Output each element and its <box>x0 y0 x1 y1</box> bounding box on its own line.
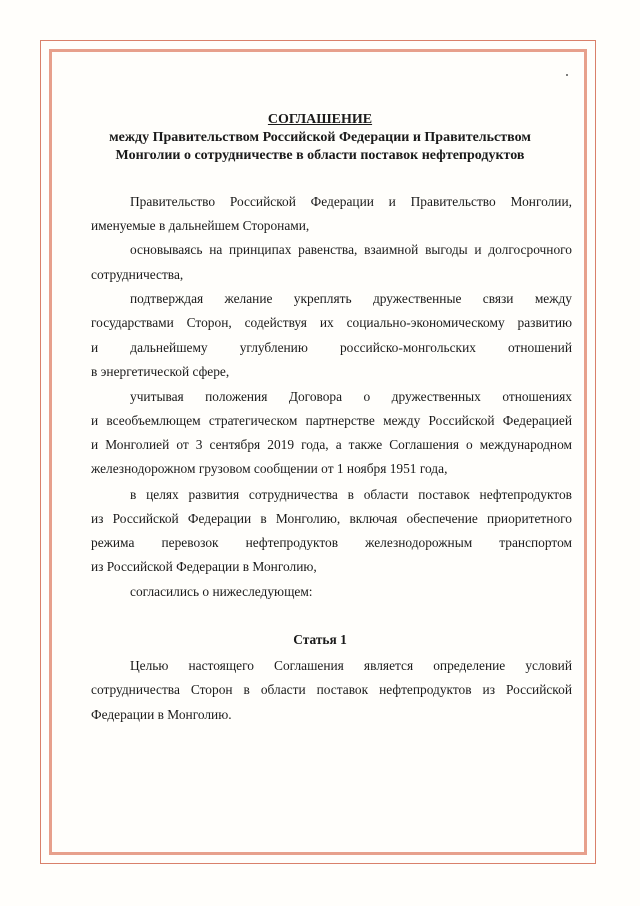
preamble-line: и дальнейшему углублению российско-монгольских отношений <box>91 340 572 355</box>
preamble-line: и всеобъемлющем стратегическом партнерстве между Российской Федерацией <box>91 413 572 428</box>
preamble-line: государствами Сторон, содействуя их социально-экономическому развитию <box>91 315 572 330</box>
preamble-line: в энергетической сфере, <box>91 364 230 379</box>
preamble-line: основываясь на принципах равенства, взаимной выгоды и долгосрочного <box>130 242 572 257</box>
preamble-line: сотрудничества, <box>91 267 184 282</box>
article-line: сотрудничества Сторон в области поставок нефтепродуктов из Российской <box>91 682 572 697</box>
preamble-line: Правительство Российской Федерации и Правительство Монголии, <box>130 194 572 209</box>
preamble-line: и Монголией от 3 сентября 2019 года, а также Соглашения о международном <box>91 437 572 452</box>
article-line: Федерации в Монголию. <box>91 707 232 722</box>
preamble-line: в целях развития сотрудничества в области поставок нефтепродуктов <box>130 487 572 502</box>
preamble-line: из Российской Федерации в Монголию, <box>91 559 317 574</box>
preamble-line: именуемые в дальнейшем Сторонами, <box>91 218 310 233</box>
preamble-line: согласились о нижеследующем: <box>130 584 313 599</box>
document-subtitle-line-2: Монголии о сотрудничестве в области поставок нефтепродуктов <box>115 148 525 163</box>
preamble-line: учитывая положения Договора о дружественных отношениях <box>130 389 572 404</box>
document-title: СОГЛАШЕНИЕ <box>267 112 373 127</box>
preamble-line: железнодорожном грузовом сообщении от 1 ноября 1951 года, <box>91 461 448 476</box>
article-line: Целью настоящего Соглашения является определение условий <box>130 658 572 673</box>
preamble-line: из Российской Федерации в Монголию, включая обеспечение приоритетного <box>91 511 572 526</box>
scan-speck <box>566 74 568 76</box>
preamble-line: подтверждая желание укреплять дружественные связи между <box>130 291 572 306</box>
preamble-line: режима перевозок нефтепродуктов железнодорожным транспортом <box>91 535 572 550</box>
article-heading: Статья 1 <box>293 632 347 647</box>
document-subtitle-line-1: между Правительством Российской Федерации и Правительством <box>109 130 531 145</box>
